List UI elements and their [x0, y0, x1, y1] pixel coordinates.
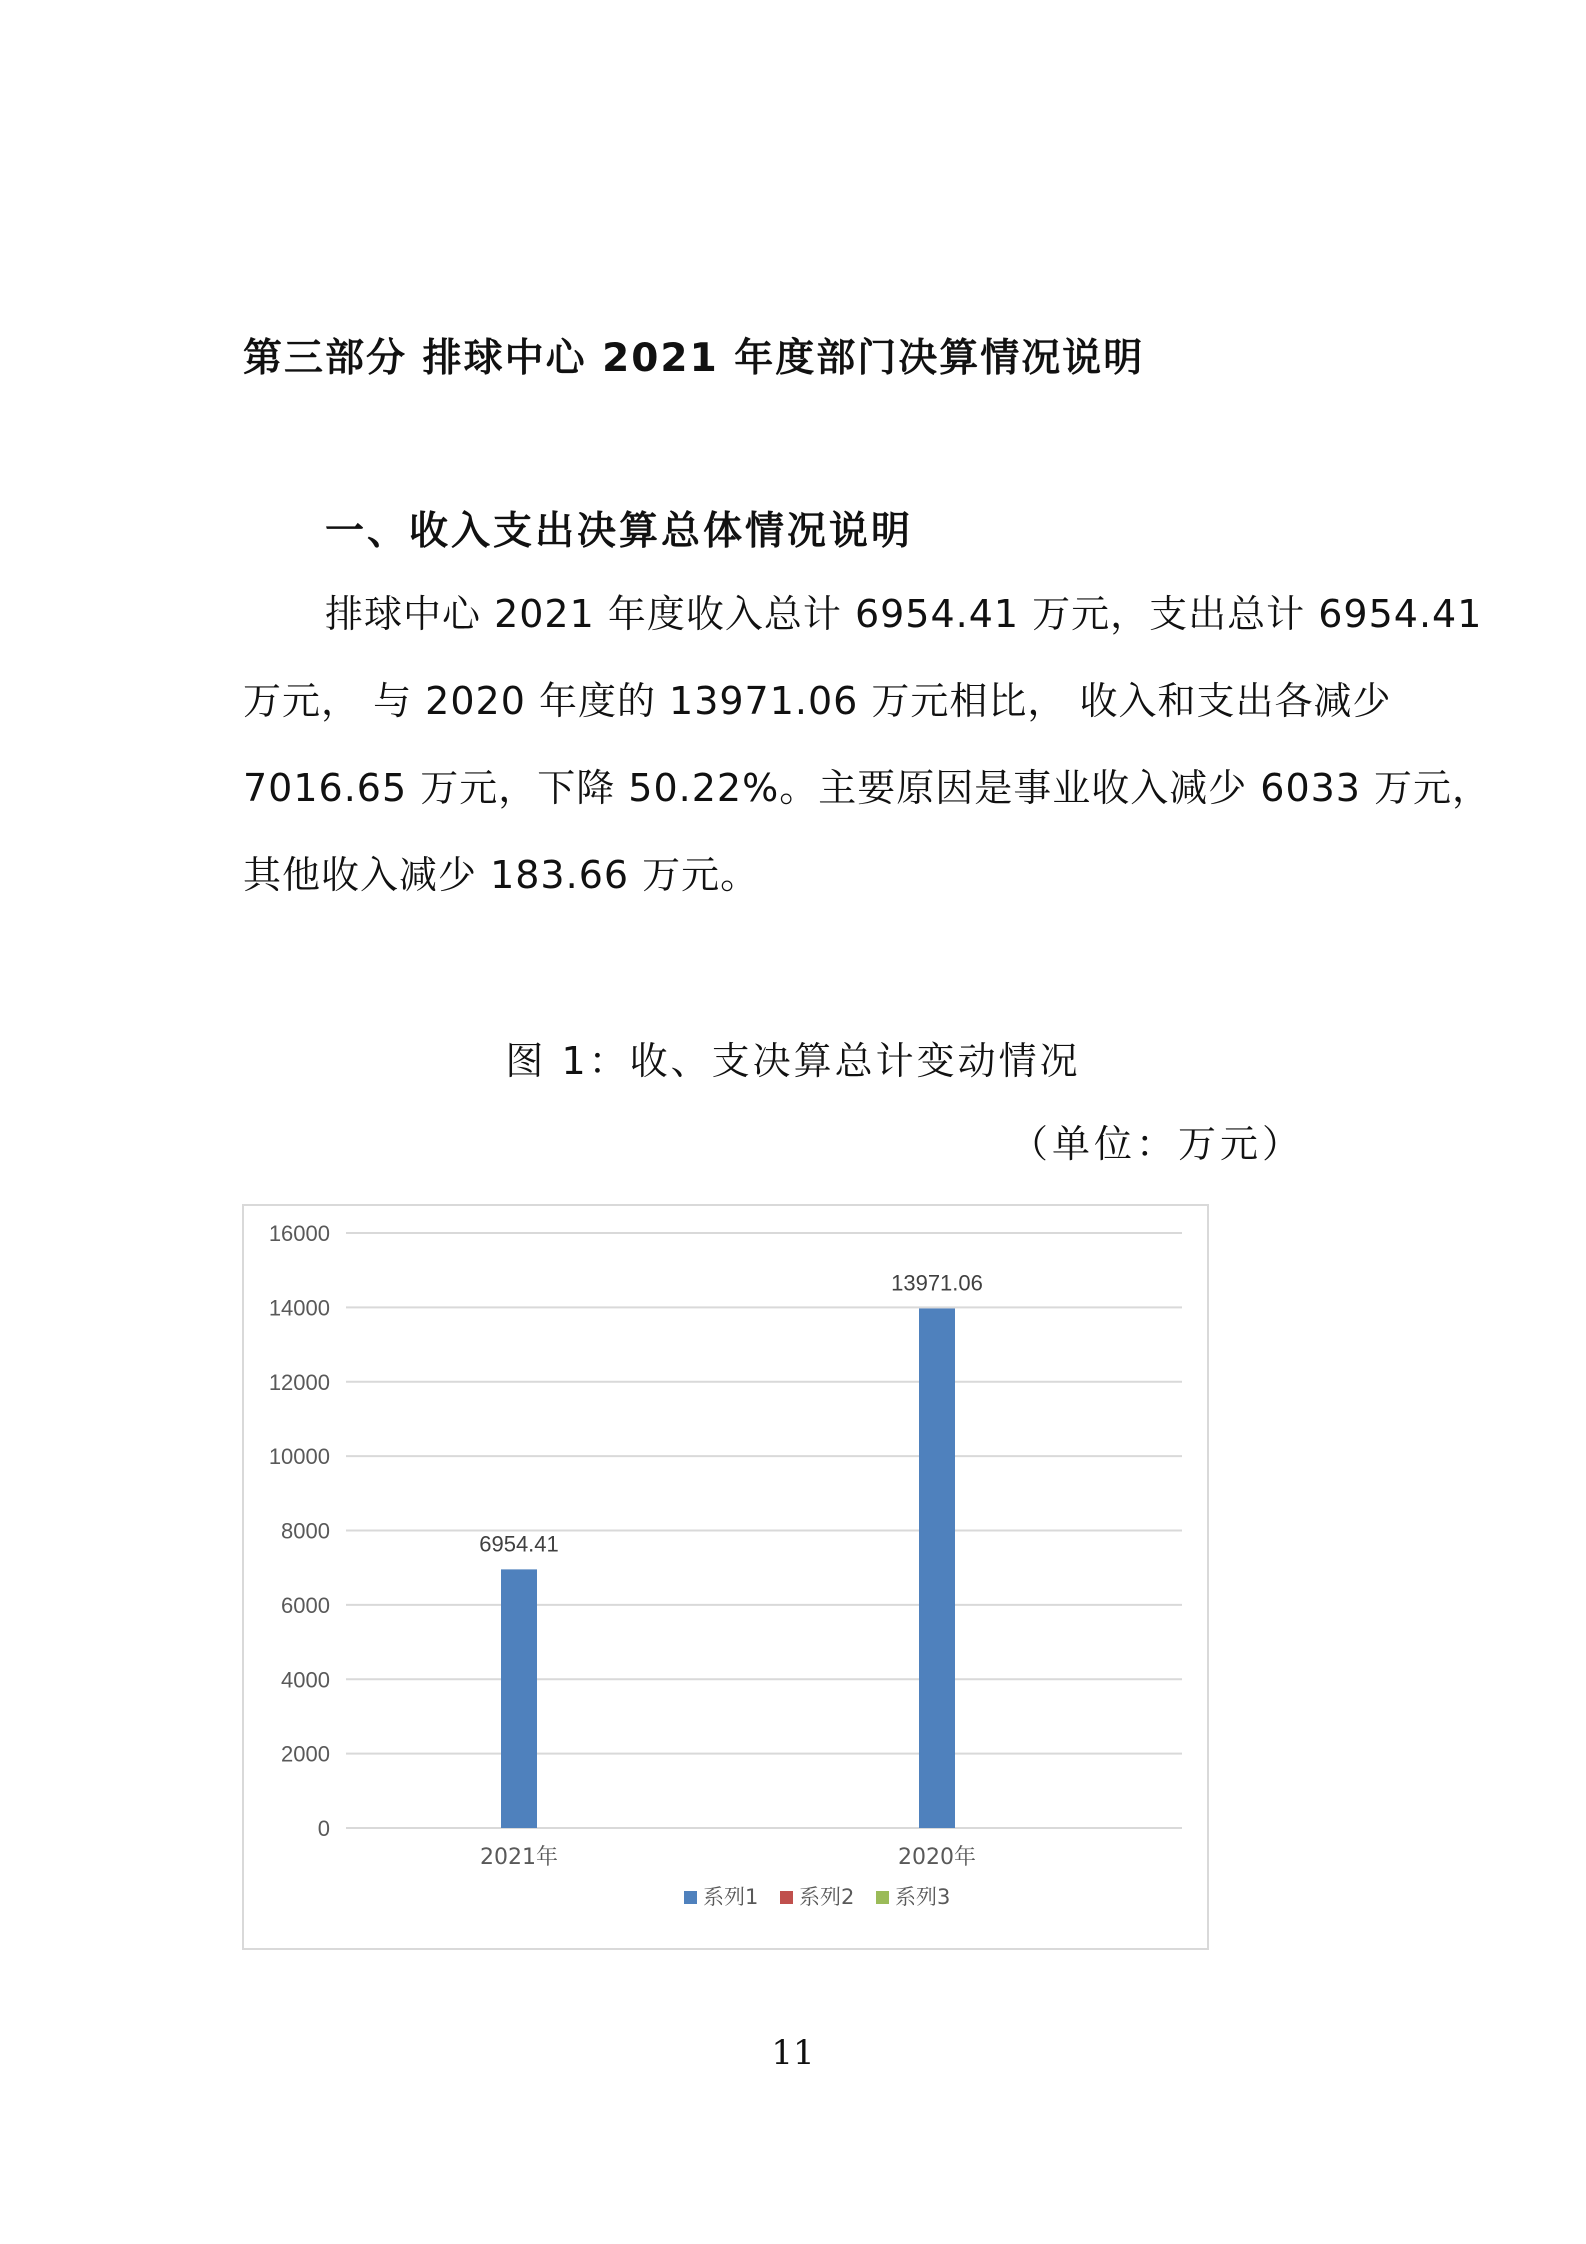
unit-label: （单位：万元） — [1010, 1122, 1305, 1166]
data-label: 6954.41 — [479, 1531, 559, 1557]
bar — [501, 1569, 537, 1828]
section-heading: 一、收入支出决算总体情况说明 — [325, 509, 914, 554]
legend-label: 系列2 — [799, 1885, 855, 1909]
legend-label: 系列1 — [703, 1885, 759, 1909]
y-tick-label: 16000 — [268, 1221, 330, 1246]
y-tick-label: 10000 — [268, 1444, 330, 1470]
paragraph-line-2: 万元， 与 2020 年度的 13971.06 万元相比， 收入和支出各减少 — [243, 679, 1392, 723]
page-number: 11 — [771, 2033, 815, 2073]
paragraph-line-3: 7016.65 万元，下降 50.22%。主要原因是事业收入减少 6033 万元， — [243, 766, 1492, 810]
figure-caption: 图 1：收、支决算总计变动情况 — [505, 1039, 1081, 1083]
data-label: 13971.06 — [891, 1270, 983, 1296]
bar-chart — [242, 1204, 1209, 1950]
legend-swatch — [684, 1891, 697, 1904]
legend-swatch — [876, 1891, 889, 1904]
y-tick-label: 14000 — [268, 1295, 330, 1321]
chart-canvas — [244, 1206, 1207, 1948]
legend-label: 系列3 — [895, 1885, 951, 1909]
bar — [919, 1308, 955, 1828]
paragraph-line-4: 其他收入减少 183.66 万元。 — [243, 853, 760, 897]
part-title: 第三部分 排球中心 2021 年度部门决算情况说明 — [243, 336, 1145, 381]
y-tick-label: 4000 — [281, 1667, 330, 1693]
paragraph-line-1: 排球中心 2021 年度收入总计 6954.41 万元，支出总计 6954.41 — [325, 592, 1483, 636]
y-tick-label: 0 — [317, 1816, 330, 1841]
body-paragraph — [243, 590, 1491, 938]
legend-swatch — [780, 1891, 793, 1904]
y-tick-label: 2000 — [281, 1741, 330, 1767]
x-tick-label: 2021年 — [480, 1845, 558, 1870]
y-tick-label: 6000 — [281, 1592, 330, 1618]
x-tick-label: 2020年 — [898, 1845, 976, 1870]
y-tick-label: 8000 — [281, 1518, 330, 1544]
y-tick-label: 12000 — [268, 1369, 330, 1395]
